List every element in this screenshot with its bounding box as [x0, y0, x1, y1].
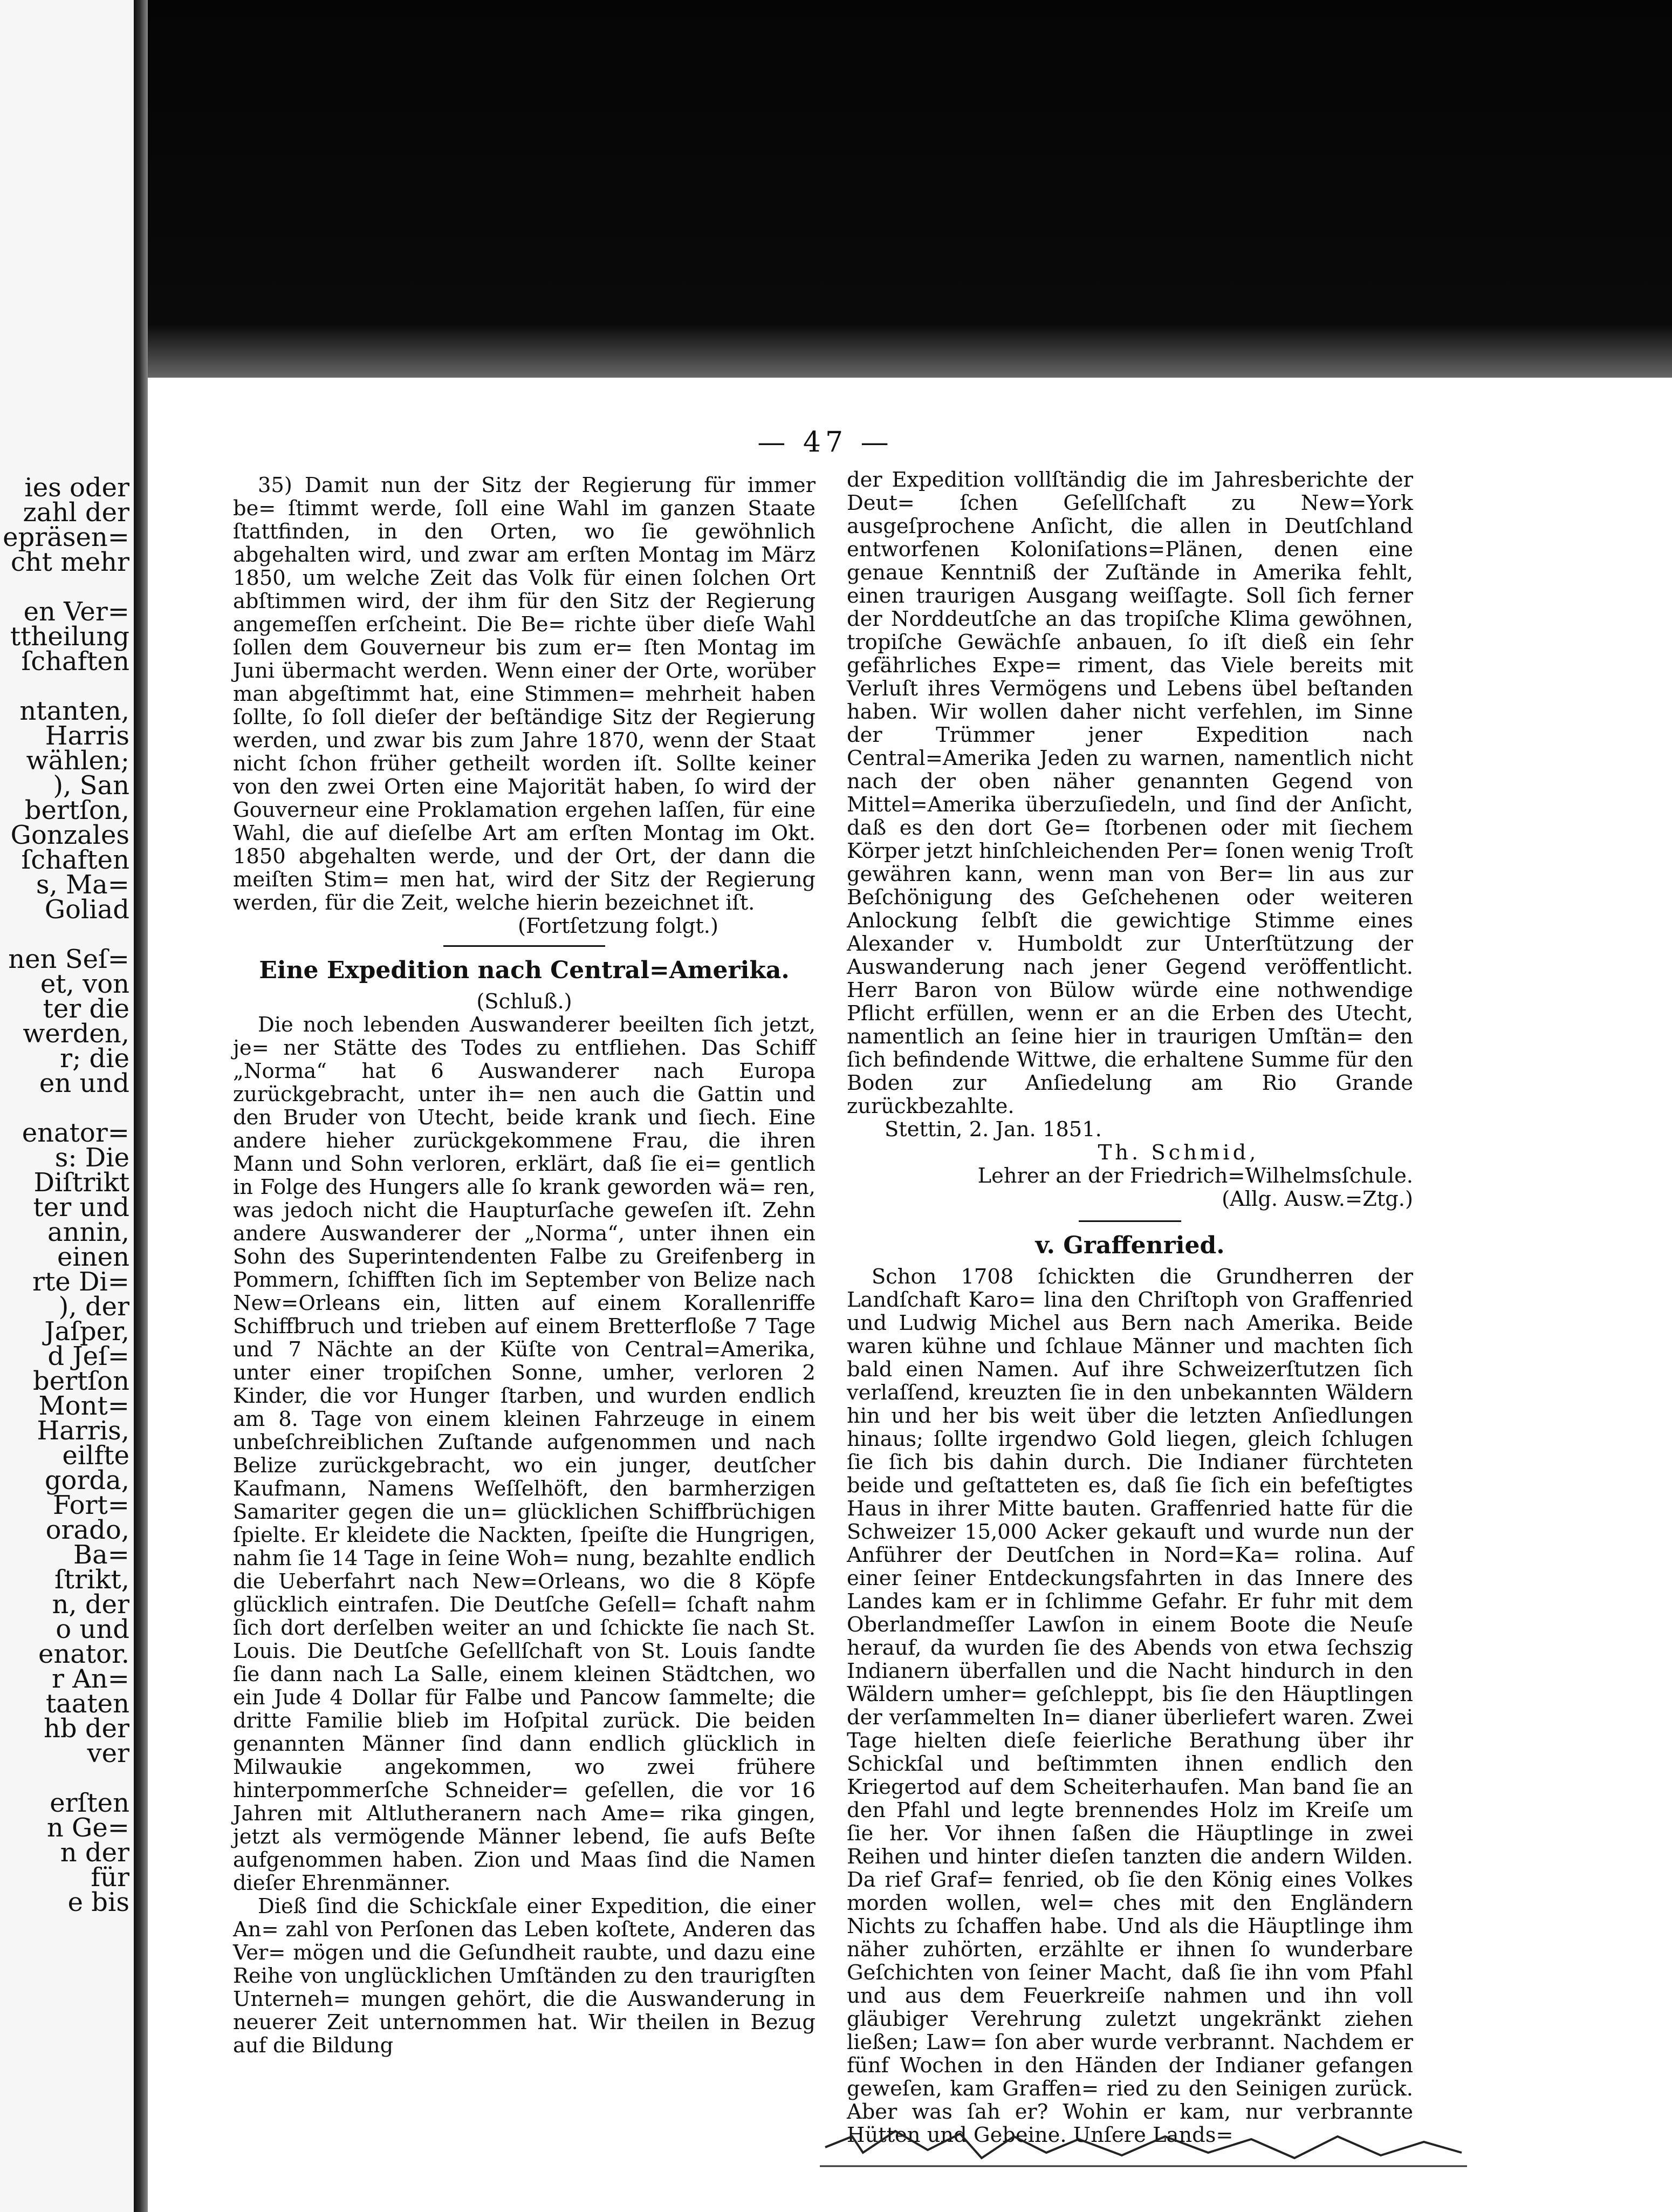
- article-heading-graffenried: v. Graffenried.: [1035, 1232, 1225, 1259]
- margin-fragment: Harris,: [37, 1416, 129, 1446]
- margin-fragment: Jaſper,: [44, 1316, 129, 1347]
- margin-fragment: für: [91, 1862, 129, 1893]
- margin-fragment: r; die: [60, 1043, 129, 1074]
- place-date: Stettin, 2. Jan. 1851.: [885, 1117, 1102, 1142]
- margin-fragment: Goliad: [44, 895, 129, 925]
- margin-fragment: epräsen=: [3, 522, 129, 552]
- margin-fragment: Fort=: [52, 1490, 129, 1520]
- margin-fragment: taaten: [45, 1689, 129, 1719]
- section-divider-2: [1079, 1220, 1181, 1222]
- page-number: — 47 —: [757, 426, 893, 459]
- margin-fragment: s: Die: [54, 1143, 129, 1173]
- paragraph-graffenried: Schon 1708 ſchickten die Grundherren der Landſchaft Karo= lina den Chriſtoph von Graffenried und Ludwig Michel aus Bern nach Amerika. Beide waren kühne und ſchlaue Männer und machten ſich bald einen Namen. Auf ihre Schweizerſtutzen ſich verlaſſend, kreuzten ſie in den unbekannten Wäldern hin und her bis weit über die letzten Anſiedlungen hinaus; ſollte irgendwo Gold liegen, gleich ſchlugen ſie ſich bis dahin durch. Die Indianer fürchteten beide und geſtatteten es, daß ſie ſich ein befeſtigtes Haus in ihrer Mitte bauten. Graffenried hatte für die Schweizer 15,000 Acker gekauft und wurde nun der Anführer der Deutſchen in Nord=Ka= rolina. Auf einer ſeiner Entdeckungsfahrten in das Innere des Landes kam er in ſchlimme Gefahr. Er fuhr mit dem Oberlandmeſſer Lawſon in einem Boote die Neuſe herauf, da wurden ſie des Abends von etwa ſechszig Indianern überfallen und die Nacht hindurch in den Wäldern umher= geſchleppt, bis ſie den Häuptlingen der verſammelten In= dianer überliefert waren. Zwei Tage hielten dieſe feierliche Berathung über ihr Schickſal und beſtimmten ihnen endlich den Kriegertod auf dem Scheiterhaufen. Man band ſie an den Pfahl und legte brennendes Holz im Kreiſe um ſie her. Vor ihnen ſaßen die Häuptlinge in zwei Reihen und hinter dieſen tanzten die andern Wilden. Da rief Graf= fenried, ob ſie den König eines Volkes morden wollen, wel= ches mit den Engländern Nichts zu ſchaffen habe. Und als die Häuptlinge ihm näher zuhörten, erzählte er ihnen ſo wunderbare Geſchichten von ſeiner Macht, daß ſie ihn vom Pfahl und aus dem Feuerkreiſe nahmen und ihn voll gläubiger Verehrung zuletzt ungekränkt ziehen ließen; Law= ſon aber wurde verbrannt. Nachdem er fünf Wochen in den Händen der Indianer gefangen geweſen, kam Graffen= ried zu den Seinigen zurück. Aber was ſah er? Wohin er kam, nur verbrannte Hütten und Gebeine. Unſere Lands=: [847, 1265, 1413, 2147]
- margin-fragment: ter die: [43, 994, 129, 1024]
- margin-fragment: werden,: [23, 1019, 129, 1049]
- article-subheading: (Schluß.): [476, 989, 572, 1014]
- paragraph-section-35: 35) Damit nun der Sitz der Regierung für immer be= ſtimmt werde, ſoll eine Wahl im ganzen Staate ſtattfinden, in den Orten, wo ſie gewöhnlich abgehalten wird, und zwar am erſten Montag im März 1850, um welche Zeit das Volk für einen ſolchen Ort abſtimmen wird, der ihm für den Sitz der Regierung angemeſſen erſcheint. Die Be= richte über dieſe Wahl ſollen dem Gouverneur bis zum er= ſten Montag im Juni übermacht werden. Wenn einer der Orte, worüber man abgeſtimmt hat, eine Stimmen= mehrheit haben ſollte, ſo ſoll dieſer der beſtändige Sitz der Regierung werden, und zwar bis zum Jahre 1870, wenn der Staat nicht ſchon früher getheilt worden iſt. Sollte keiner von den zwei Orten eine Majorität haben, ſo wird der Gouverneur eine Proklamation ergehen laſſen, für eine Wahl, die auf dieſelbe Art am erſten Montag im Okt. 1850 abgehalten werde, und der Ort, der dann die meiſten Stim= men hat, wird der Sitz der Regierung werden, für die Zeit, welche hierin bezeichnet iſt.: [233, 473, 816, 915]
- margin-fragment: n, der: [52, 1589, 129, 1620]
- margin-fragment: bertſon: [33, 1366, 129, 1396]
- margin-fragment: ies oder: [24, 473, 129, 503]
- margin-fragment: ſchaften: [21, 646, 129, 677]
- scan-top-border: [145, 0, 1672, 378]
- section-divider: [443, 945, 605, 947]
- margin-fragment: Mont=: [38, 1391, 129, 1421]
- margin-fragment: n Ge=: [46, 1813, 129, 1843]
- margin-fragment: ſchaften: [21, 845, 129, 875]
- margin-fragment: bertſon,: [24, 795, 129, 825]
- margin-fragment: en und: [39, 1068, 129, 1098]
- margin-fragment: eilfte: [62, 1440, 129, 1471]
- margin-fragment: annin,: [47, 1217, 129, 1247]
- margin-fragment: ), San: [53, 770, 129, 801]
- column-left: [233, 474, 816, 2057]
- margin-fragment: ter und: [33, 1192, 129, 1223]
- margin-fragment: wählen;: [26, 746, 129, 776]
- source-note: (Allg. Ausw.=Ztg.): [1222, 1187, 1413, 1211]
- book-fold-shadow: [134, 0, 148, 2212]
- margin-fragment: en Ver=: [23, 597, 129, 627]
- margin-fragment: ver: [87, 1738, 129, 1769]
- margin-fragment: einen: [57, 1242, 129, 1272]
- margin-fragment: Gonzales: [10, 820, 129, 850]
- margin-fragment: cht mehr: [10, 547, 129, 577]
- margin-fragment: d Jeſ=: [47, 1341, 129, 1371]
- paragraph-expedition-3: der Expedition vollſtändig die im Jahresberichte der Deut= ſchen Geſellſchaft zu New=York ausgeſprochene Anſicht, die allen in Deutſchland entworfenen Koloniſations=Plänen, denen eine genaue Kenntniß der Zuſtände in Amerika fehlt, einen traurigen Ausgang weiſſagte. Soll ſich ferner der Norddeutſche an das tropiſche Klima gewöhnen, tropiſche Gewächſe anbauen, ſo iſt dieß ein ſehr gefährliches Expe= riment, das Viele bereits mit Verluſt ihres Vermögens und Lebens übel beſtanden haben. Wir wollen daher nicht verfehlen, im Sinne der Trümmer jener Expedition nach Central=Amerika Jeden zu warnen, namentlich nicht nach der oben näher genannten Gegend von Mittel=Amerika überzuſiedeln, und ſind der Anſicht, daß es den dort Ge= ſtorbenen oder mit ſiechem Körper jetzt hinſchleichenden Per= ſonen wenig Troſt gewähren kann, wenn man von Ber= lin aus zur Beſchönigung des Geſchehenen oder weiteren Anlockung ſelbſt die gewichtige Stimme eines Alexander v. Humboldt zur Unterſtützung der Auswanderung nach jener Gegend veröffentlicht. Herr Baron von Bülow würde eine nothwendige Pflicht erfüllen, wenn er an die Erben des Utecht, namentlich an ſeine hier in traurigen Umſtän= den ſich befindende Wittwe, die erhaltene Summe für den Boden zur Anſiedelung am Rio Grande zurückbezahlte.: [847, 468, 1413, 1118]
- margin-fragment: enator=: [22, 1118, 129, 1148]
- margin-fragment: erſten: [50, 1788, 129, 1818]
- column-right: [847, 468, 1413, 2147]
- margin-fragment: orado,: [45, 1515, 129, 1545]
- margin-fragment: Ba=: [73, 1540, 129, 1570]
- margin-fragment: enator.: [38, 1639, 129, 1669]
- previous-page-fragments: [0, 473, 133, 1917]
- margin-fragment: et, von: [40, 969, 129, 999]
- continuation-note: (Fortſetzung folgt.): [517, 914, 718, 938]
- margin-fragment: nen Seſ=: [8, 944, 129, 974]
- signature-title: Lehrer an der Friedrich=Wilhelmsſchule.: [977, 1164, 1413, 1188]
- margin-fragment: e bis: [67, 1887, 129, 1917]
- margin-fragment: r An=: [52, 1664, 129, 1694]
- paragraph-expedition-2: Dieß ſind die Schickſale einer Expedition, die einer An= zahl von Perſonen das Leben koſtete, Anderen das Ver= mögen und die Geſundheit raubte, und dazu eine Reihe von unglücklichen Umſtänden zu den traurigſten Unterneh= mungen gehört, die die Auswanderung in neuerer Zeit unternommen hat. Wir theilen in Bezug auf die Bildung: [233, 1894, 816, 2058]
- margin-fragment: ntanten,: [19, 696, 129, 726]
- margin-fragment: zahl der: [23, 497, 129, 528]
- margin-fragment: o und: [56, 1614, 129, 1644]
- signature-name: Th. Schmid,: [1098, 1141, 1259, 1165]
- margin-fragment: hb der: [44, 1713, 129, 1744]
- article-heading-expedition: Eine Expedition nach Central=Amerika.: [259, 957, 790, 984]
- margin-fragment: Harris: [45, 721, 129, 751]
- bottom-edge-marks: [820, 2115, 1467, 2180]
- paragraph-expedition-1: Die noch lebenden Auswanderer beeilten ſich jetzt, je= ner Stätte des Todes zu entfliehen. Das Schiff „Norma“ hat 6 Auswanderer nach Europa zurückgebracht, unter ih= nen auch die Gattin und den Bruder von Utecht, beide krank und ſiech. Eine andere hieher zurückgekommene Frau, die ihren Mann und Sohn verloren, erklärt, daß ſie ei= gentlich in Folge des Hungers alle ſo krank geworden wä= ren, was jedoch nicht die Haupturſache geweſen iſt. Zehn andere Auswanderer der „Norma“, unter ihnen ein Sohn des Superintendenten Falbe zu Greifenberg in Pommern, ſchifften ſich im September von Belize nach New=Orleans ein, litten auf einem Korallenriffe Schiffbruch und trieben auf einem Bretterfloße 7 Tage und 7 Nächte an der Küſte von Central=Amerika, unter einer tropiſchen Sonne, umher, verloren 2 Kinder, die vor Hunger ſtarben, und wurden endlich am 8. Tage von einem kleinen Fahrzeuge in einem unbeſchreiblichen Zuſtande aufgenommen und nach Belize zurückgebracht, wo ein junger, deutſcher Kaufmann, Namens Weſſelhöft, den barmherzigen Samariter gegen die un= glücklichen Schiffbrüchigen ſpielte. Er kleidete die Nackten, ſpeiſte die Hungrigen, nahm ſie 14 Tage in ſeine Woh= nung, bezahlte endlich die Ueberfahrt nach New=Orleans, wo die 8 Köpfe glücklich eintrafen. Die Deutſche Geſell= ſchaft nahm ſich dort derſelben weiter an und ſchickte ſie nach St. Louis. Die Deutſche Geſellſchaft von St. Louis ſandte ſie dann nach La Salle, einem kleinen Städtchen, wo ein Jude 4 Dollar für Falbe und Pancow ſammelte; die dritte Familie blieb im Hoſpital zurück. Die beiden genannten Männer ſind dann endlich glücklich in Milwaukie angekommen, wo zwei frühere hinterpommerſche Schneider= geſellen, die vor 16 Jahren mit Altlutheranern nach Ame= rika gingen, jetzt als vermögende Männer lebend, ſie aufs Beſte aufgenommen haben. Zion und Maas ſind die Namen dieſer Ehrenmänner.: [233, 1013, 816, 1895]
- margin-fragment: ſtrikt,: [54, 1565, 129, 1595]
- margin-fragment: gorda,: [44, 1465, 129, 1496]
- margin-fragment: ttheilung: [10, 622, 129, 652]
- margin-fragment: Diſtrikt: [33, 1168, 129, 1198]
- margin-fragment: rte Di=: [32, 1267, 129, 1297]
- margin-fragment: s, Ma=: [36, 870, 129, 900]
- margin-fragment: n der: [60, 1838, 129, 1868]
- margin-fragment: ), der: [58, 1292, 129, 1322]
